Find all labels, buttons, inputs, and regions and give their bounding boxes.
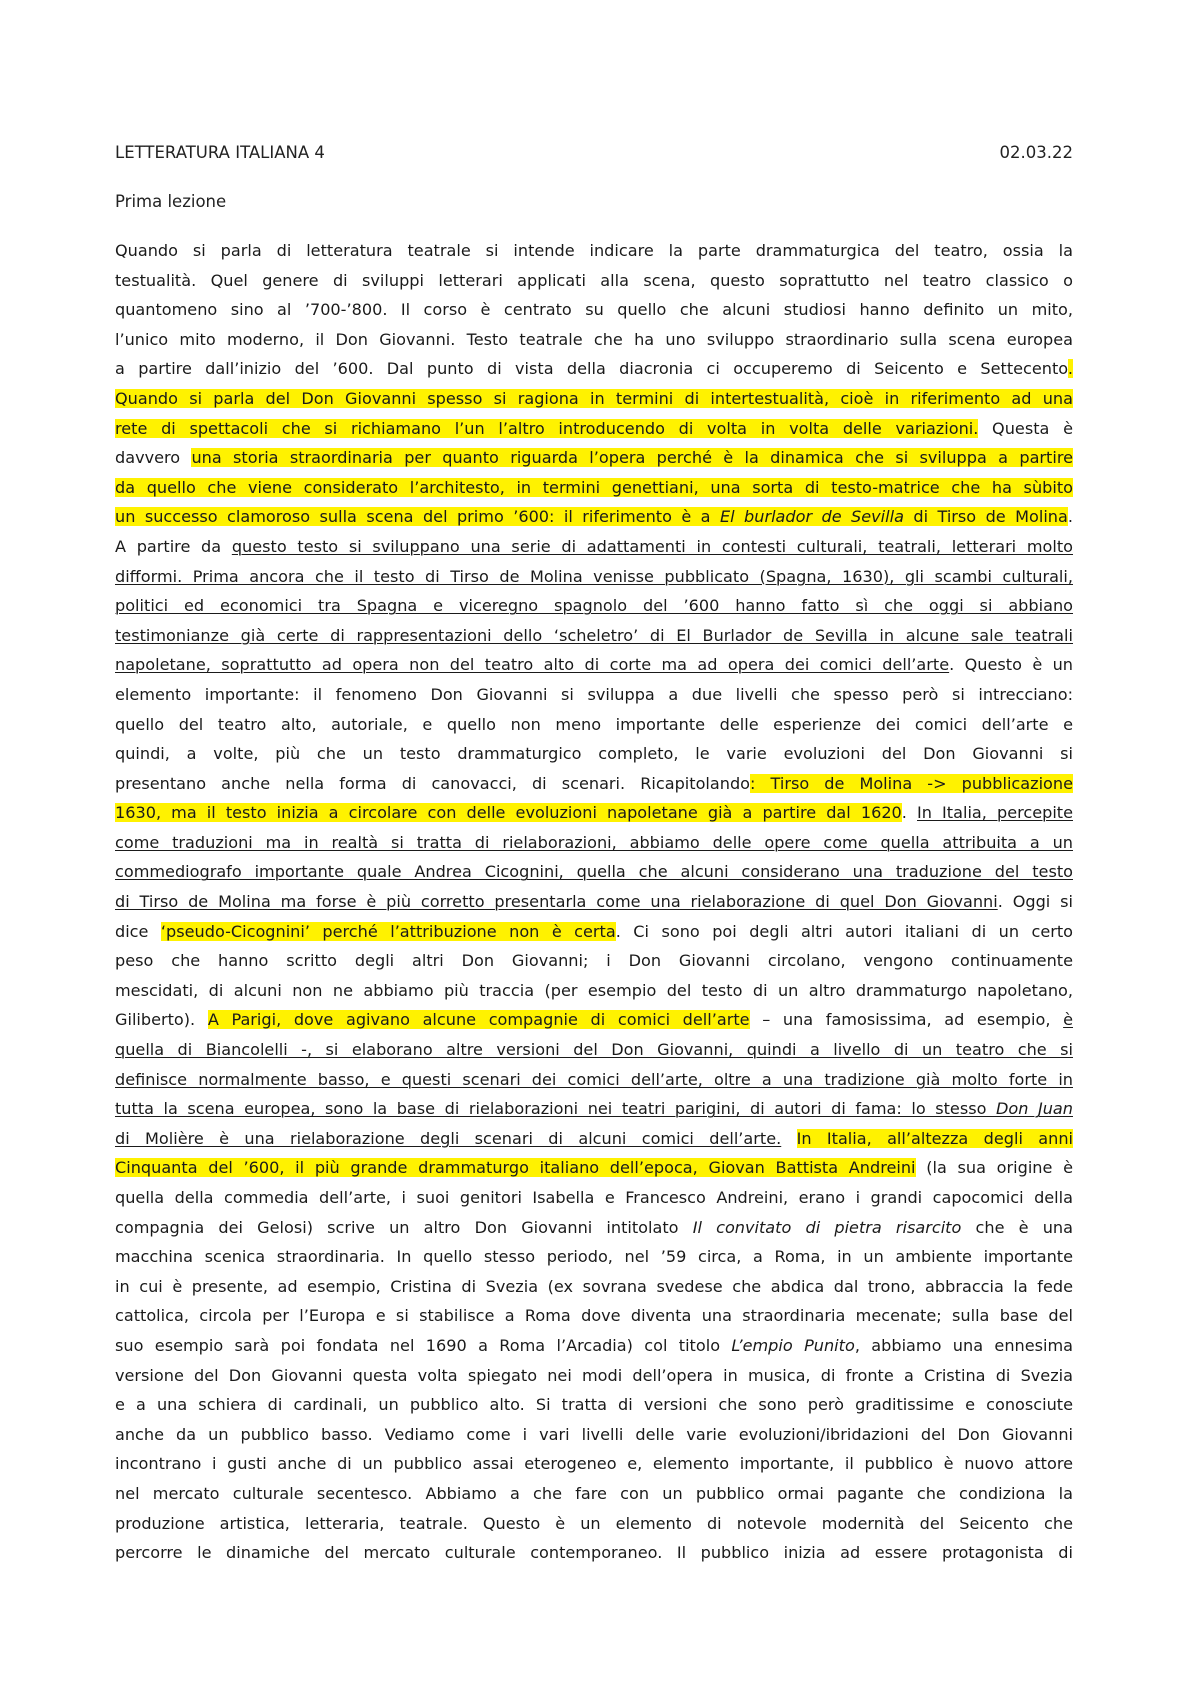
text-line (115, 1538, 1073, 1568)
underlined-text: testimonianze già certe di rappresentazioni dello ‘scheletro’ di El Burlador de Sevilla in alcune sale teatrali (115, 625, 1073, 645)
underlined-text: questo testo si sviluppano una serie di adattamenti in contesti culturali, teatrali, letterari molto (231, 536, 1073, 556)
text-line (115, 976, 1073, 1006)
highlighted-text: ‘pseudo-Cicognini’ perché l’attribuzione non è certa (160, 921, 616, 941)
text-line (115, 1183, 1073, 1213)
text-line (115, 1479, 1073, 1509)
text-run: Questa è (978, 418, 1073, 438)
text-run: quello del teatro alto, autoriale, e quello non meno importante delle esperienze dei comici dell’arte e (115, 714, 1073, 734)
text-run: nel mercato culturale secentesco. Abbiamo a che fare con un pubblico ormai pagante che condiziona la (115, 1483, 1073, 1503)
underlined-text: politici ed economici tra Spagna e viceregno spagnolo del ’600 hanno fatto sì che oggi si abbiano (115, 596, 1073, 616)
text-line (115, 857, 1073, 887)
text-line (115, 266, 1073, 296)
text-run: (la sua origine è (915, 1158, 1073, 1178)
underlined-text: Don Juan (996, 1099, 1073, 1119)
text-line (115, 1449, 1073, 1479)
text-line (115, 1035, 1073, 1065)
underlined-text: difformi. Prima ancora che il testo di Tirso de Molina venisse pubblicato (Spagna, 1630), gli scambi culturali, (115, 566, 1073, 586)
italic-title: L’empio Punito (731, 1335, 855, 1355)
text-line (115, 502, 1073, 532)
text-run: quantomeno sino al ’700-’800. Il corso è centrato su quello che alcuni studiosi hanno definito un mito, (115, 300, 1073, 320)
text-run: , abbiamo una ennesima (854, 1335, 1073, 1355)
text-line (115, 680, 1073, 710)
underlined-text: di Tirso de Molina ma forse è più corretto presentarla come una rielaborazione di quel Don Giovanni (115, 892, 998, 912)
text-line (115, 946, 1073, 976)
highlighted-text: : Tirso de Molina -> pubblicazione (750, 773, 1073, 793)
text-run: . Questo è un (949, 655, 1073, 675)
text-run: dice (115, 921, 161, 941)
highlighted-text: El burlador de Sevilla (719, 507, 904, 527)
text-run: Quando si parla di letteratura teatrale si intende indicare la parte drammaturgica del teatro, ossia la (115, 241, 1073, 260)
text-run: presentano anche nella forma di canovacci, di scenari. Ricapitolando (115, 773, 751, 793)
text-line (115, 887, 1073, 917)
text-run: che è una (961, 1217, 1073, 1237)
text-line (115, 917, 1073, 947)
highlighted-text: In Italia, all’altezza degli anni (796, 1128, 1073, 1148)
text-line (115, 1153, 1073, 1183)
text-line (115, 414, 1073, 444)
text-run: elemento importante: il fenomeno Don Giovanni si sviluppa a due livelli che spesso però si intrecciano: (115, 684, 1073, 704)
highlighted-text: Quando si parla del Don Giovanni spesso si ragiona in termini di intertestualità, cioè in riferimento ad una (115, 388, 1073, 408)
text-run: . Ci sono poi degli altri autori italiani di un certo (615, 921, 1073, 941)
text-run: anche da un pubblico basso. Vediamo come i vari livelli delle varie evoluzioni/ibridazioni del Don Giovanni (115, 1424, 1073, 1444)
course-title: LETTERATURA ITALIANA 4 (115, 143, 325, 162)
lesson-subtitle: Prima lezione (115, 192, 227, 211)
text-line (115, 798, 1073, 828)
text-line (115, 1005, 1073, 1035)
text-line (115, 532, 1073, 562)
text-line (115, 650, 1073, 680)
text-line (115, 443, 1073, 473)
text-run: testualità. Quel genere di sviluppi letterari applicati alla scena, questo soprattutto nel teatro classico o (115, 270, 1073, 290)
text-run: quella della commedia dell’arte, i suoi genitori Isabella e Francesco Andreini, erano i grandi capocomici della (115, 1188, 1073, 1207)
text-line (115, 473, 1073, 503)
text-run: quindi, a volte, più che un testo drammaturgico completo, le varie evoluzioni del Don Giovanni si (115, 744, 1073, 764)
highlighted-text: Cinquanta del ’600, il più grande drammaturgo italiano dell’epoca, Giovan Battista Andreini (115, 1158, 916, 1178)
text-run: A partire da (115, 536, 232, 556)
underlined-text: come traduzioni ma in realtà si tratta di rielaborazioni, abbiamo delle opere come quella attribuita a un (115, 832, 1073, 852)
text-line (115, 325, 1073, 355)
text-run: percorre le dinamiche del mercato culturale contemporaneo. Il pubblico inizia ad essere protagonista di (115, 1543, 1073, 1563)
text-run: macchina scenica straordinaria. In quello stesso periodo, nel ’59 circa, a Roma, in un ambiente importante (115, 1247, 1073, 1267)
document-header (115, 143, 1073, 162)
text-line (115, 710, 1073, 740)
highlighted-text: di Tirso de Molina (903, 507, 1068, 527)
text-run: incontrano i gusti anche di un pubblico assai eterogeneo e, elemento importante, il pubblico è nuovo attore (115, 1454, 1073, 1474)
text-run: peso che hanno scritto degli altri Don Giovanni; i Don Giovanni circolano, vengono continuamente (115, 951, 1073, 971)
text-line (115, 828, 1073, 858)
text-line (115, 1242, 1073, 1272)
text-run: cattolica, circola per l’Europa e si stabilisce a Roma dove diventa una straordinaria mecenate; sulla base del (115, 1306, 1073, 1326)
text-line (115, 1509, 1073, 1539)
highlighted-text: 1630, ma il testo inizia a circolare con delle evoluzioni napoletane già a partire dal 1620 (115, 803, 902, 823)
text-run: . Oggi si (997, 892, 1073, 912)
underlined-text: definisce normalmente basso, e questi scenari dei comici dell’arte, oltre a una tradizione già molto forte in (115, 1069, 1073, 1089)
text-line (115, 1272, 1073, 1302)
lesson-date: 02.03.22 (999, 143, 1073, 162)
body-text (115, 236, 1073, 1568)
text-run: produzione artistica, letteraria, teatrale. Questo è un elemento di notevole modernità del Seicento che (115, 1513, 1073, 1533)
underlined-text: In Italia, percepite (917, 803, 1073, 823)
text-line (115, 1390, 1073, 1420)
text-run: in cui è presente, ad esempio, Cristina di Svezia (ex sovrana svedese che abdica dal trono, abbraccia la fede (115, 1276, 1073, 1296)
highlighted-text: rete di spettacoli che si richiamano l’un l’altro introducendo di volta in volta delle variazioni. (115, 418, 979, 438)
text-run: a partire dall’inizio del ’600. Dal punto di vista della diacronia ci occuperemo di Seicento e Settecento (115, 359, 1068, 379)
text-line (115, 1213, 1073, 1243)
text-line (115, 621, 1073, 651)
underlined-text: di Molière è una rielaborazione degli scenari di alcuni comici dell’arte. (115, 1128, 782, 1148)
text-run: e a una schiera di cardinali, un pubblico alto. Si tratta di versioni che sono però graditissime e conosciute (115, 1395, 1073, 1415)
text-run: Giliberto). (115, 1010, 208, 1030)
underlined-text: commediografo importante quale Andrea Cicognini, quella che alcuni considerano una traduzione del testo (115, 862, 1073, 882)
text-line (115, 769, 1073, 799)
text-line (115, 236, 1073, 266)
text-run: compagnia dei Gelosi) scrive un altro Don Giovanni intitolato (115, 1217, 693, 1237)
text-line (115, 739, 1073, 769)
text-line (115, 1420, 1073, 1450)
underlined-text: è (1063, 1010, 1073, 1030)
text-line (115, 354, 1073, 384)
text-line (115, 1094, 1073, 1124)
underlined-text: napoletane, soprattutto ad opera non del teatro alto di corte ma ad opera dei comici dell’arte (115, 655, 950, 675)
text-line (115, 562, 1073, 592)
underlined-text: quella di Biancolelli -, si elaborano altre versioni del Don Giovanni, quindi a livello di un teatro che si (115, 1040, 1073, 1060)
text-run: davvero (115, 448, 192, 468)
text-line (115, 1301, 1073, 1331)
text-run: mescidati, di alcuni non ne abbiamo più traccia (per esempio del testo di un altro drammaturgo napoletano, (115, 980, 1073, 1000)
highlighted-text: da quello che viene considerato l’architesto, in termini genettiani, una sorta di testo-matrice che ha sùbito (115, 477, 1073, 497)
text-run: – una famosissima, ad esempio, (749, 1010, 1064, 1030)
highlighted-text: un successo clamoroso sulla scena del primo ’600: il riferimento è a (115, 507, 720, 527)
italic-title: Il convitato di pietra risarcito (692, 1217, 962, 1237)
text-line (115, 1361, 1073, 1391)
text-line (115, 384, 1073, 414)
highlighted-text: una storia straordinaria per quanto riguarda l’opera perché è la dinamica che si sviluppa a partire (191, 448, 1073, 468)
text-line (115, 1124, 1073, 1154)
underlined-text: tutta la scena europea, sono la base di rielaborazioni nei teatri parigini, di autori di fama: lo stesso (115, 1099, 996, 1119)
text-run: . (901, 803, 918, 823)
text-run: l’unico mito moderno, il Don Giovanni. Testo teatrale che ha uno sviluppo straordinario sulla scena europea (115, 329, 1073, 349)
text-line (115, 1331, 1073, 1361)
text-line (115, 1065, 1073, 1095)
highlighted-text: A Parigi, dove agivano alcune compagnie di comici dell’arte (207, 1010, 750, 1030)
text-run: . (1067, 507, 1073, 527)
text-run (781, 1129, 796, 1148)
text-run: versione del Don Giovanni questa volta spiegato nei modi dell’opera in musica, di fronte a Cristina di Svezia (115, 1365, 1073, 1385)
text-line (115, 591, 1073, 621)
text-line (115, 295, 1073, 325)
text-run: suo esempio sarà poi fondata nel 1690 a Roma l’Arcadia) col titolo (115, 1335, 732, 1355)
highlighted-text: . (1067, 359, 1073, 379)
